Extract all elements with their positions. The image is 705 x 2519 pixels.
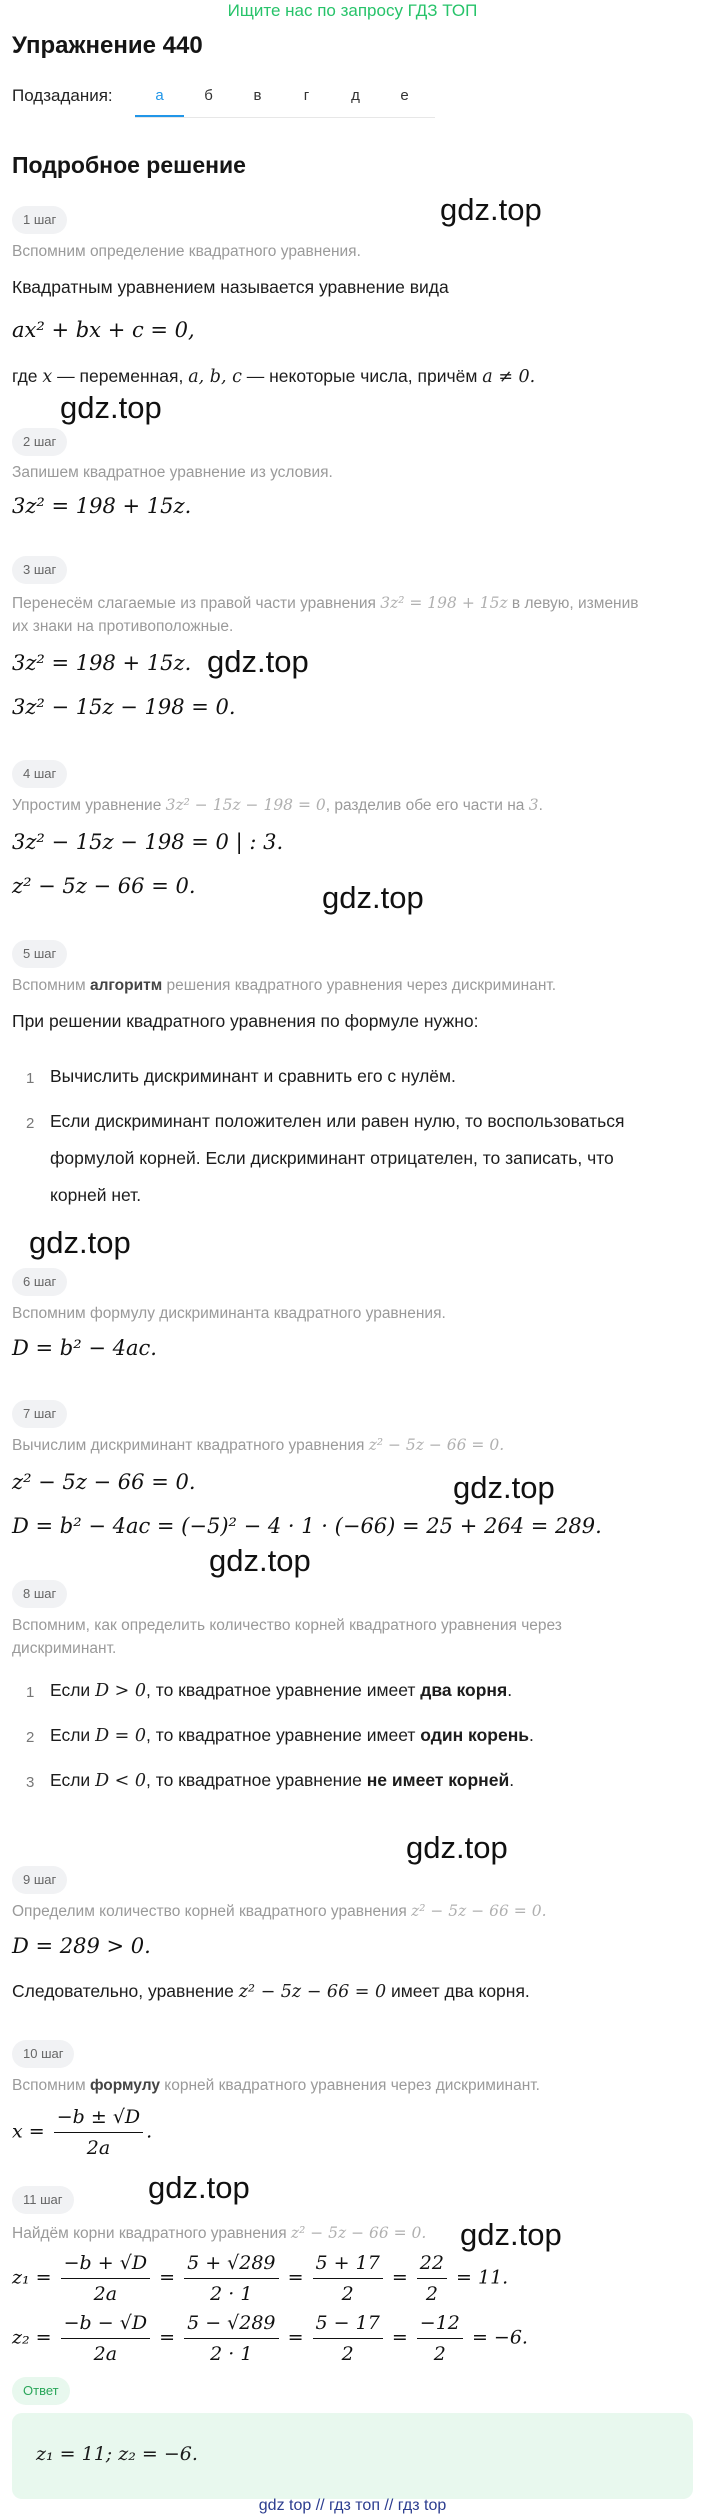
watermark: gdz.top <box>148 2170 250 2205</box>
answer-badge: Ответ <box>12 2377 70 2405</box>
tabs-divider <box>135 117 435 118</box>
step-5-item-2-line-1: Если дискриминант положителен или равен нулю, то воспользоваться <box>50 1111 625 1131</box>
answer-value: z₁ = 11; z₂ = −6. <box>36 2443 198 2465</box>
step-1-where: где x — переменная, a, b, c — некоторые числа, причём a ≠ 0. <box>12 366 536 387</box>
promo-banner: Ищите нас по запросу ГДЗ ТОП <box>227 1 478 20</box>
step-7-badge: 7 шаг <box>12 1400 67 1428</box>
step-8-badge: 8 шаг <box>12 1580 67 1608</box>
step-11-badge: 11 шаг <box>12 2186 74 2214</box>
step-3-formula-2: 3z² − 15z − 198 = 0. <box>12 695 236 719</box>
step-11-note: Найдём корни квадратного уравнения z² − 5z − 66 = 0. <box>12 2224 427 2242</box>
step-1-badge: 1 шаг <box>12 206 67 234</box>
subtasks-label: Подзадания: <box>12 86 113 105</box>
watermark: gdz.top <box>460 2217 562 2252</box>
step-2-note: Запишем квадратное уравнение из условия. <box>12 464 333 481</box>
step-7-formula-1: z² − 5z − 66 = 0. <box>12 1470 196 1494</box>
step-11-root-2: z₂ = $\frac{-b - √D}{2a}$ = $\frac{5 - √289}{2 \cdot 1}$ = $\frac{5 - 17}{2}$ = $\frac{-12}{2}$ = −6. <box>12 2308 528 2369</box>
step-5-item-2-line-2: формулой корней. Если дискриминант отрицателен, то записать, что <box>50 1148 614 1168</box>
step-11-root-1: z₁ = $\frac{-b + √D}{2a}$ = $\frac{5 + √289}{2 \cdot 1}$ = $\frac{5 + 17}{2}$ = $\frac{22}{2}$ = 11. <box>12 2248 508 2309</box>
step-8-item-3-number: 3 <box>26 1774 35 1791</box>
step-10-formula: x = $\frac{-b \pm √D}{2a}$ . <box>12 2102 152 2163</box>
step-8-item-1-number: 1 <box>26 1684 35 1701</box>
step-9-note: Определим количество корней квадратного уравнения z² − 5z − 66 = 0. <box>12 1902 547 1920</box>
step-10-note: Вспомним формулу корней квадратного уравнения через дискриминант. <box>12 2077 540 2094</box>
watermark: gdz.top <box>209 1543 311 1578</box>
step-3-formula-1: 3z² = 198 + 15z. <box>12 651 192 675</box>
solution-title: Подробное решение <box>12 152 246 178</box>
watermark: gdz.top <box>60 390 162 425</box>
step-5-item-1: Вычислить дискриминант и сравнить его с нулём. <box>50 1066 456 1086</box>
tab-e[interactable]: е <box>400 87 409 104</box>
step-7-formula-2: D = b² − 4ac = (−5)² − 4 · 1 · (−66) = 25 + 264 = 289. <box>12 1514 602 1538</box>
step-7-note: Вычислим дискриминант квадратного уравнения z² − 5z − 66 = 0. <box>12 1436 505 1454</box>
step-9-badge: 9 шаг <box>12 1866 67 1894</box>
step-8-item-2-number: 2 <box>26 1729 35 1746</box>
step-10-badge: 10 шаг <box>12 2040 74 2068</box>
step-8-note: Вспомним, как определить количество корней квадратного уравнения через <box>12 1617 562 1634</box>
step-8-item-3: Если D < 0, то квадратное уравнение не имеет корней. <box>50 1770 515 1791</box>
step-5-note: Вспомним алгоритм решения квадратного уравнения через дискриминант. <box>12 977 557 994</box>
tab-g[interactable]: г <box>303 87 310 104</box>
step-6-note: Вспомним формулу дискриминанта квадратного уравнения. <box>12 1305 446 1322</box>
watermark: gdz.top <box>406 1830 508 1865</box>
answer-box <box>12 2413 693 2499</box>
footer-links[interactable]: gdz top // гдз топ // гдз top <box>258 2497 447 2514</box>
step-8-item-2: Если D = 0, то квадратное уравнение имеет один корень. <box>50 1725 534 1746</box>
watermark: gdz.top <box>29 1225 131 1260</box>
subtask-tabs <box>135 82 429 118</box>
step-5-text: При решении квадратного уравнения по формуле нужно: <box>12 1011 479 1031</box>
step-2-formula: 3z² = 198 + 15z. <box>12 494 192 518</box>
step-8-item-1: Если D > 0, то квадратное уравнение имеет два корня. <box>50 1680 513 1701</box>
step-6-badge: 6 шаг <box>12 1268 67 1296</box>
watermark: gdz.top <box>207 644 309 679</box>
step-4-formula-1: 3z² − 15z − 198 = 0 | : 3. <box>12 830 284 854</box>
watermark: gdz.top <box>440 192 542 227</box>
step-4-badge: 4 шаг <box>12 760 67 788</box>
step-9-formula: D = 289 > 0. <box>12 1934 151 1958</box>
tab-a[interactable]: а <box>135 82 184 118</box>
step-3-note: Перенесём слагаемые из правой части уравнения 3z² = 198 + 15z в левую, изменив <box>12 594 639 612</box>
step-6-formula: D = b² − 4ac. <box>12 1336 157 1360</box>
step-1-note: Вспомним определение квадратного уравнения. <box>12 243 361 260</box>
page-title: Упражнение 440 <box>12 32 203 59</box>
step-3-badge: 3 шаг <box>12 556 67 584</box>
step-8-note-cont: дискриминант. <box>12 1640 117 1657</box>
step-2-badge: 2 шаг <box>12 428 67 456</box>
watermark: gdz.top <box>322 880 424 915</box>
step-5-badge: 5 шаг <box>12 940 67 968</box>
tab-d[interactable]: д <box>351 87 360 104</box>
step-4-note: Упростим уравнение 3z² − 15z − 198 = 0, разделив обе его части на 3. <box>12 796 543 814</box>
step-1-formula: ax² + bx + c = 0, <box>12 318 195 342</box>
watermark: gdz.top <box>453 1470 555 1505</box>
step-9-conclusion: Следовательно, уравнение z² − 5z − 66 = 0 имеет два корня. <box>12 1981 530 2002</box>
tab-v[interactable]: в <box>253 87 262 104</box>
step-5-item-2-number: 2 <box>26 1115 35 1132</box>
step-3-note-cont: их знаки на противоположные. <box>12 618 234 635</box>
tab-b[interactable]: б <box>204 87 213 104</box>
step-5-item-1-number: 1 <box>26 1070 35 1087</box>
step-1-text: Квадратным уравнением называется уравнение вида <box>12 277 449 297</box>
step-5-item-2-line-3: корней нет. <box>50 1185 142 1205</box>
step-4-formula-2: z² − 5z − 66 = 0. <box>12 874 196 898</box>
